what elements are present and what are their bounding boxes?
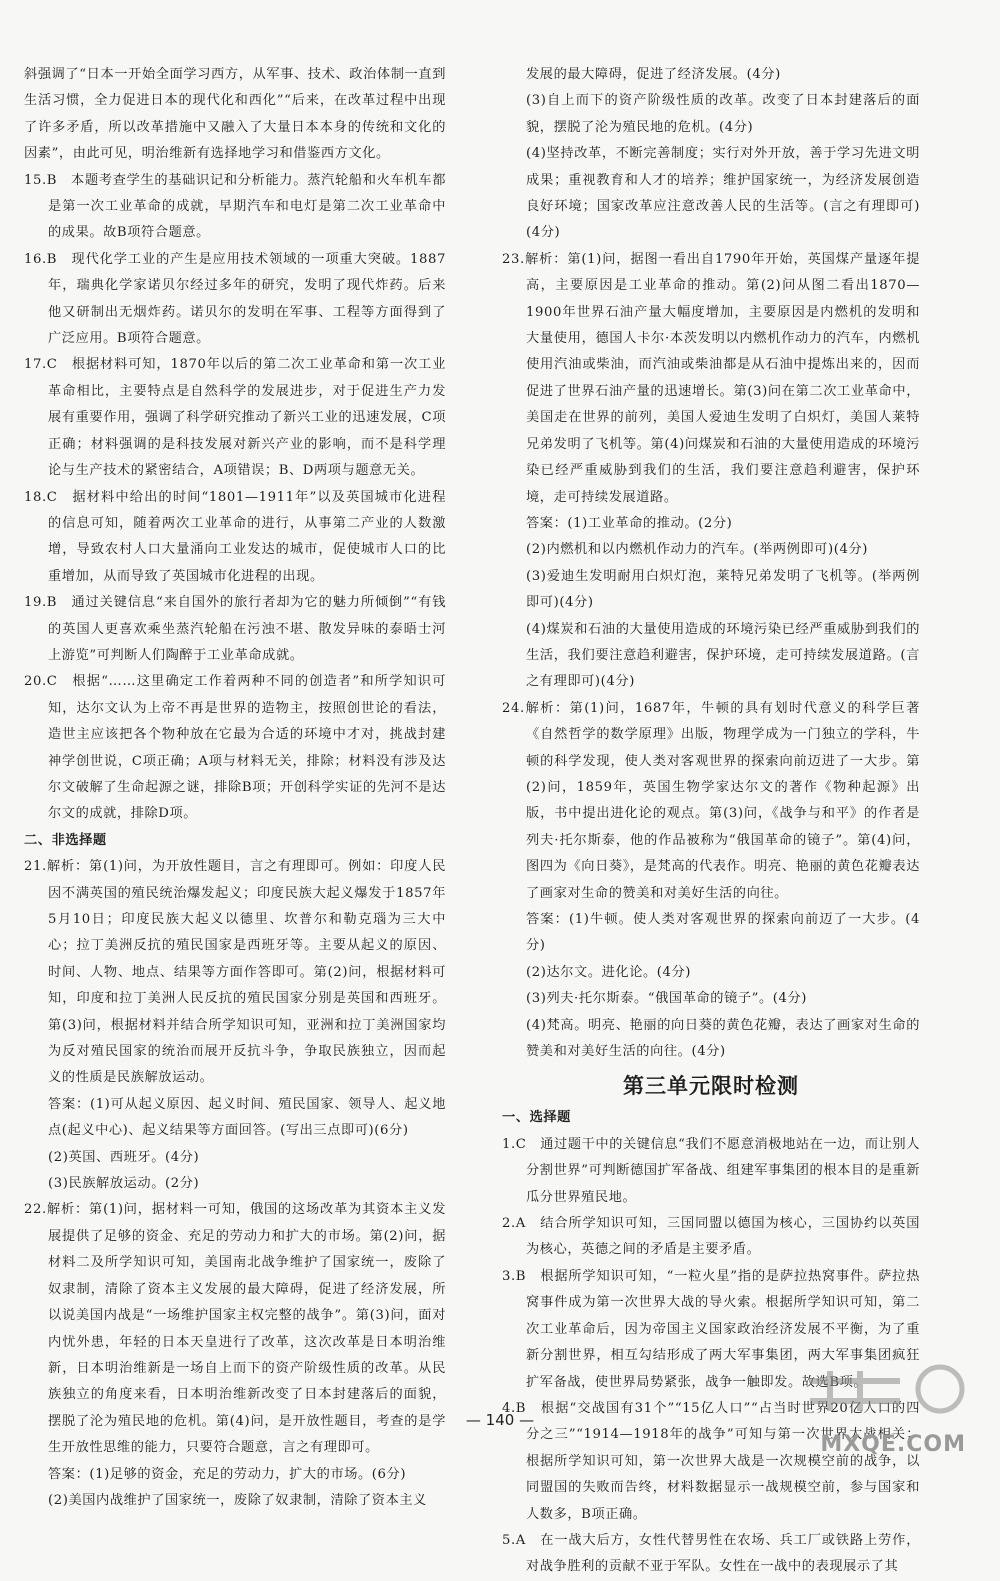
answer-24-part4: (4)梵高。明亮、艳丽的向日葵的黄色花瓣，表达了画家对生命的赞美和对美好生活的向往。(4分) (526, 1017, 920, 1060)
answer-20: 20.C 根据“……这里确定工作着两种不同的创造者”和所学知识可知，达尔文认为上帝不再是世界的造物主，按照创世论的看法，造世主应该把各个物种放在它最为合适的环境中才对，挑战封建神学创世说，C项正确；A项与材料无关，排除；材料没有涉及达尔文破解了生命起源之谜，排除B项；开创科学实证的先河不是达尔文的成就，排除D项。 (24, 674, 446, 822)
answer-24-part1: 答案：(1)牛顿。使人类对客观世界的探索向前迈了一大步。(4分) (526, 912, 920, 954)
answer-22-part4: (4)坚持改革，不断完善制度；实行对外开放，善于学习先进文明成果；重视教育和人才的培养；维护国家统一，为经济发展创造良好环境；国家改革应注意改善人民的生活等。(言之有理即可)(4分) (526, 146, 920, 241)
analysis-21: 21.解析：第(1)问，为开放性题目，言之有理即可。例如：印度人民因不满英国的殖民统治爆发起义；印度民族大起义爆发于1857年5月10日；印度民族大起义以德里、坎普尔和勒克瑙为三大中心；拉丁美洲反抗的殖民国家是西班牙等。主要从起义的原因、时间、人物、地点、结果等方面作答即可。第(2)问，根据材料可知，印度和拉丁美洲人民反抗的殖民国家分别是英国和西班牙。第(3)问，根据材料并结合所学知识可知，亚洲和拉丁美洲国家均为反对殖民国家的统治而展开反抗斗争，争取民族独立，因而起义的性质是民族解放运动。 (24, 859, 446, 1086)
answer-21-part2: (2)英国、西班牙。(4分) (48, 1149, 200, 1165)
analysis-23: 23.解析：第(1)问，据图一看出自1790年开始，英国煤产量逐年提高，主要原因是工业革命的推动。第(2)问从图二看出1870—1900年世界石油产量大幅度增加，主要原因是内燃机的发明和大量使用，德国人卡尔·本茨发明以内燃机作动力的汽车，内燃机使用汽油或柴油，而汽油或柴油都是从石油中提炼出来的，因而促进了世界石油产量的迅速增长。第(3)问在第二次工业革命中，美国走在世界的前列，美国人爱迪生发明了白炽灯，美国人莱特兄弟发明了飞机等。第(4)问煤炭和石油的大量使用造成的环境污染已经严重威胁到我们的生活，我们要注意趋利避害，保护环境，走可持续发展道路。 (502, 251, 920, 505)
answer-22-part3: (3)自上而下的资产阶级性质的改革。改变了日本封建落后的面貌，摆脱了沦为殖民地的危机。(4分) (526, 93, 920, 135)
answer-21-part3: (3)民族解放运动。(2分) (48, 1176, 200, 1192)
section-non-choice-heading: 二、非选择题 (24, 832, 107, 848)
page-number: — 140 — (465, 1411, 535, 1429)
answer-24-part2: (2)达尔文。进化论。(4分) (526, 964, 692, 980)
answer-16: 16.B 现代化学工业的产生是应用技术领域的一项重大突破。1887年，瑞典化学家诺贝尔经过多年的研究，发明了现代炸药。后来他又研制出无烟炸药。诺贝尔的发明在军事、工程等方面得到了广泛应用。B项符合题意。 (24, 251, 446, 347)
answer-22-continued: 发展的最大障碍，促进了经济发展。(4分) (526, 67, 781, 82)
unit-three-test-title: 第三单元限时检测 (623, 1074, 799, 1099)
answer-17: 17.C 根据材料可知，1870年以后的第二次工业革命和第一次工业革命相比，主要特点是自然科学的发展进步，对于促进生产力发展有重要作用，强调了科学研究推动了新兴工业的迅速发展，C项正确；材料强调的是科技发展对新兴产业的影响，而不是科学理论与生产技术的紧密结合，A项错误；B、D两项与题意无关。 (24, 357, 446, 479)
analysis-22: 22.解析：第(1)问，据材料一可知，俄国的这场改革为其资本主义发展提供了足够的资金、充足的劳动力和扩大的市场。第(2)问，据材料二及所学知识可知，美国南北战争维护了国家统一，废除了奴隶制，清除了资本主义发展的最大障碍，促进了经济发展，所以说美国内战是“一场维护国家主权完整的战争”。第(3)问，面对内忧外患，年轻的日本天皇进行了改革，这次改革是日本明治维新，日本明治维新是一场自上而下的资产阶级性质的改革。从民族独立的角度来看，日本明治维新改变了日本封建落后的面貌，摆脱了沦为殖民地的危机。第(4)问，是开放性题目，考查的是学生开放性思维的能力，只要符合题意，言之有理即可。 (24, 1202, 446, 1456)
unit-answer-4: 4.B 根据“交战国有31个”“15亿人口”“占当时世界20亿人口的四分之三”“1914—1918年的战争”可知与第一次世界大战相关；根据所学知识可知，第一次世界大战是一次规模空前的战争，以同盟国的失败而告终，材料数据显示一战规模空前，参与国家和人数多，B项正确。 (502, 1400, 920, 1522)
answer-21-part1: 答案：(1)可从起义原因、起义时间、殖民国家、领导人、起义地点(起义中心)、起义结果等方面回答。(写出三点即可)(6分) (48, 1096, 446, 1139)
right-column (502, 62, 920, 1581)
answer-23-part3: (3)爱迪生发明耐用白炽灯泡，莱特兄弟发明了飞机等。(举两例即可)(4分) (526, 568, 920, 611)
answer-23-part2: (2)内燃机和以内燃机作动力的汽车。(举两例即可)(4分) (526, 542, 868, 558)
answer-23-part1: 答案：(1)工业革命的推动。(2分) (526, 515, 733, 531)
answer-18: 18.C 据材料中给出的时间“1801—1911年”以及英国城市化进程的信息可知，随着两次工业革命的进行，从事第二产业的人数激增，导致农村人口大量涌向工业发达的城市，促使城市人口的比重增加，从而导致了英国城市化进程的出现。 (24, 489, 446, 584)
analysis-24: 24.解析：第(1)问，1687年，牛顿的具有划时代意义的科学巨著《自然哲学的数学原理》出版，物理学成为一门独立的学科，牛顿的科学发现，使人类对客观世界的探索向前迈进了一大步。第(2)问，1859年，英国生物学家达尔文的著作《物种起源》出版，书中提出进化论的观点。第(3)问，《战争与和平》的作者是列夫·托尔斯泰，他的作品被称为“俄国革命的镜子”。第(4)问，图四为《向日葵》，是梵高的代表作。明亮、艳丽的黄色花瓣表达了画家对生命的赞美和对美好生活的向往。 (502, 700, 920, 901)
answer-22-part1: 答案：(1)足够的资金，充足的劳动力，扩大的市场。(6分) (48, 1466, 407, 1482)
section-choice-heading: 一、选择题 (502, 1110, 571, 1126)
unit-answer-1: 1.C 通过题干中的关键信息“我们不愿意消极地站在一边，而让别人分割世界”可判断德国扩军备战、组建军事集团的根本目的是重新瓜分世界殖民地。 (502, 1136, 920, 1205)
answer-24-part3: (3)列夫·托尔斯泰。“俄国革命的镜子”。(4分) (526, 991, 808, 1007)
unit-answer-3: 3.B 根据所学知识可知，“一粒火星”指的是萨拉热窝事件。萨拉热窝事件成为第一次世界大战的导火索。根据所学知识可知，第二次工业革命后，因为帝国主义国家政治经济发展不平衡，为了重新分割世界，相互勾结形成了两大军事集团，两大军事集团疯狂扩军备战，使世界局势紧张，战争一触即发。故选B项。 (502, 1268, 920, 1390)
unit-answer-5: 5.A 在一战大后方，女性代替男性在农场、兵工厂或铁路上劳作，对战争胜利的贡献不亚于军队。女性在一战中的表现展示了其 (502, 1532, 920, 1575)
watermark-text: MXQE.COM (820, 1432, 966, 1457)
answer-22-part2: (2)美国内战维护了国家统一，废除了奴隶制，清除了资本主义 (48, 1492, 427, 1508)
answer-23-part4: (4)煤炭和石油的大量使用造成的环境污染已经严重威胁到我们的生活，我们要注意趋利避害，保护环境，走可持续发展道路。(言之有理即可)(4分) (526, 621, 920, 690)
answer-15: 15.B 本题考查学生的基础识记和分析能力。蒸汽轮船和火车机车都是第一次工业革命的成就，早期汽车和电灯是第二次工业革命中的成果。故B项符合题意。 (24, 172, 446, 241)
answer-19: 19.B 通过关键信息“来自国外的旅行者却为它的魅力所倾倒”“有钱的英国人更喜欢乘坐蒸汽轮船在污浊不堪、散发异味的泰晤士河上游览”可判断人们陶醉于工业革命成就。 (24, 595, 446, 663)
left-column (24, 62, 446, 1514)
left-paragraph-continued: 斜强调了“日本一开始全面学习西方，从军事、技术、政治体制一直到生活习惯，全力促进日本的现代化和西化”“后来，在改革过程中出现了许多矛盾，所以改革措施中又融入了大量日本本身的传统和文化的因素”，由此可见，明治维新有选择地学习和借鉴西方文化。 (24, 67, 446, 162)
unit-answer-2: 2.A 结合所学知识可知，三国同盟以德国为核心，三国协约以英国为核心，英德之间的矛盾是主要矛盾。 (502, 1216, 920, 1258)
